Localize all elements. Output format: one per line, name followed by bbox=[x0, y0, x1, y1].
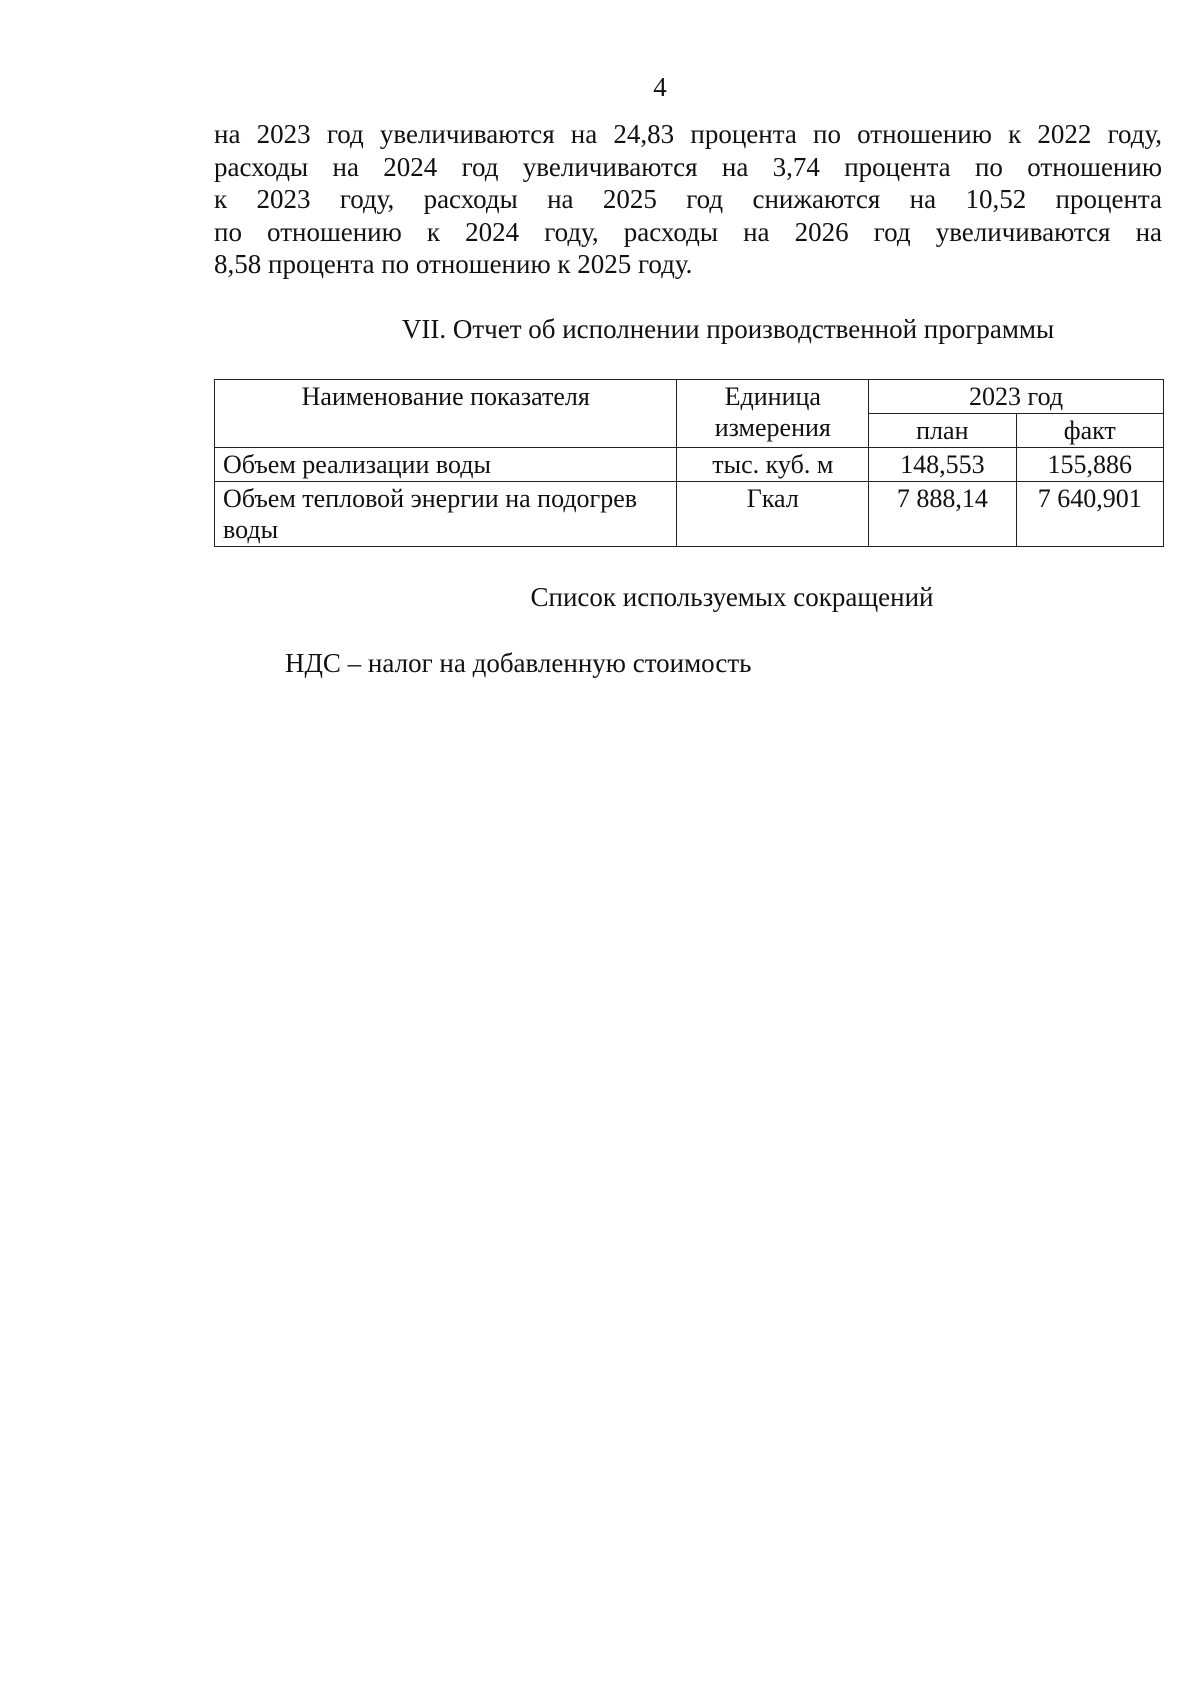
row-fact: 155,886 bbox=[1016, 448, 1163, 482]
paragraph-line: к 2023 году, расходы на 2025 год снижаются на 10,52 процента bbox=[214, 184, 1162, 214]
abbreviation-item: НДС – налог на добавленную стоимость bbox=[285, 648, 752, 678]
row-unit: тыс. куб. м bbox=[677, 448, 869, 482]
row-unit: Гкал bbox=[677, 482, 869, 547]
paragraph-line: 8,58 процента по отношению к 2025 году. bbox=[214, 249, 693, 279]
header-unit-line1: Единица bbox=[724, 382, 821, 411]
body-paragraph bbox=[214, 118, 1162, 281]
row-plan: 7 888,14 bbox=[869, 482, 1016, 547]
abbreviations-title: Список используемых сокращений bbox=[530, 582, 934, 612]
table-row bbox=[215, 448, 1164, 482]
header-fact: факт bbox=[1016, 414, 1163, 448]
header-year: 2023 год bbox=[869, 380, 1164, 414]
header-plan: план bbox=[869, 414, 1016, 448]
paragraph-line: по отношению к 2024 году, расходы на 2026 год увеличиваются на bbox=[214, 216, 1162, 247]
table-row bbox=[215, 482, 1164, 547]
paragraph-line: расходы на 2024 год увеличиваются на 3,74 процента по отношению bbox=[214, 151, 1162, 182]
row-fact: 7 640,901 bbox=[1016, 482, 1163, 547]
page-number: 4 bbox=[653, 72, 667, 102]
section-title: VII. Отчет об исполнении производственной программы bbox=[401, 314, 1055, 344]
row-name: Объем реализации воды bbox=[215, 448, 677, 482]
row-name: Объем тепловой энергии на подогрев воды bbox=[215, 482, 677, 547]
header-unit bbox=[677, 380, 869, 448]
production-program-table bbox=[214, 379, 1164, 547]
header-indicator-name: Наименование показателя bbox=[215, 380, 677, 448]
header-unit-line2: измерения bbox=[714, 413, 831, 442]
paragraph-line: на 2023 год увеличиваются на 24,83 процента по отношению к 2022 году, bbox=[214, 119, 1162, 149]
table-header-row bbox=[215, 380, 1164, 414]
row-plan: 148,553 bbox=[869, 448, 1016, 482]
